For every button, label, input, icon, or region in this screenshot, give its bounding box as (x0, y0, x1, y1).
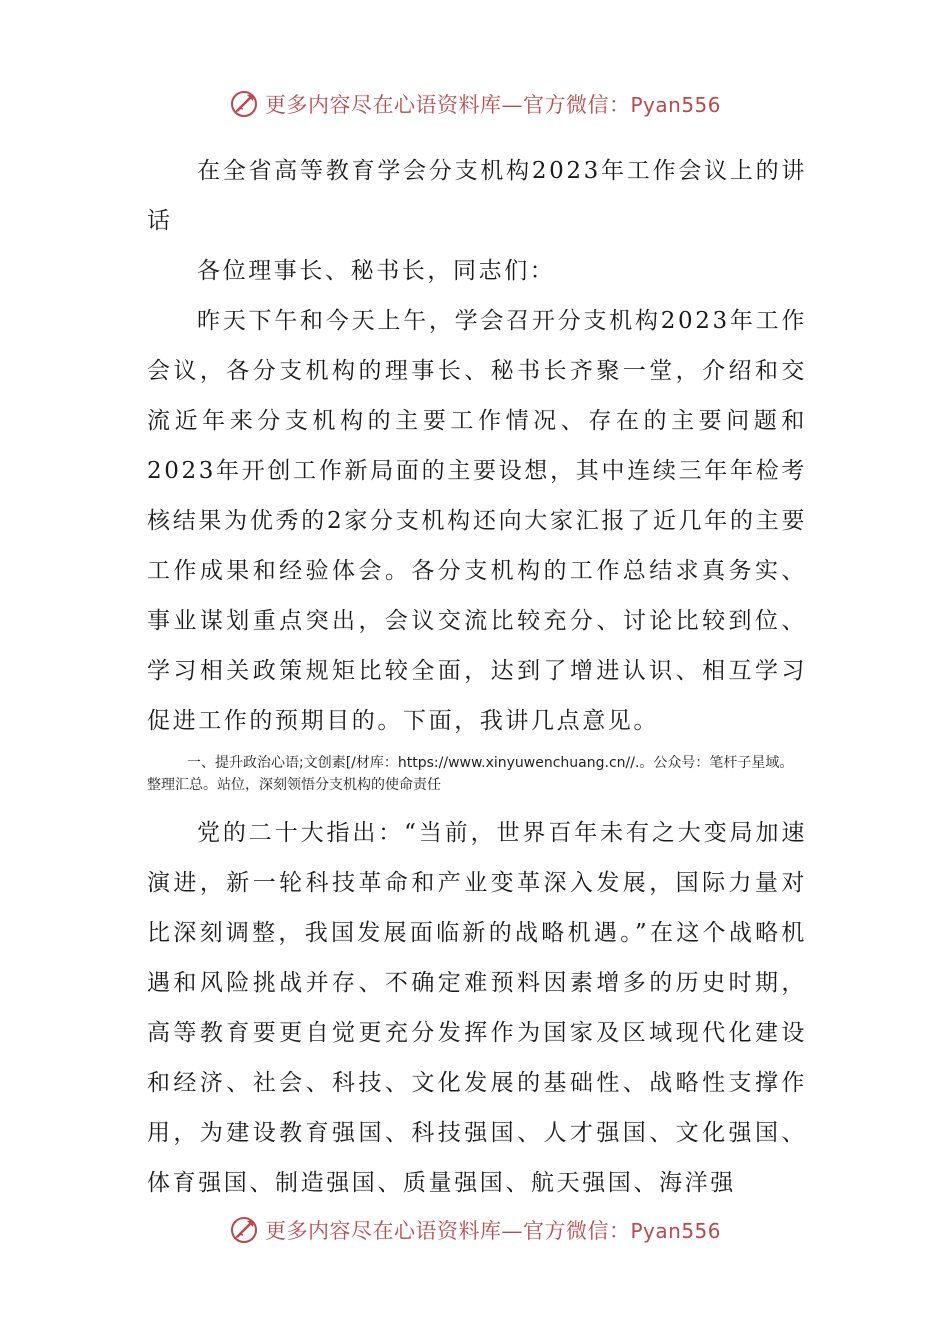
banner-text: 更多内容尽在心语资料库—官方微信：Pyan556 (264, 1219, 721, 1243)
banner-handle: Pyan556 (630, 93, 721, 117)
salutation: 各位理事长、秘书长，同志们： (197, 258, 556, 284)
quill-logo-icon (229, 89, 259, 119)
footer-banner (0, 1210, 950, 1250)
paragraph-1: 昨天下午和今天上午，学会召开分支机构2023年工作会议，各分支机构的理事长、秘书长齐聚一堂，介绍和交流近年来分支机构的主要工作情况、存在的主要问题和2023年开创工作新局面的主要设想，其中连续三年年检考核结果为优秀的2家分支机构还向大家汇报了近几年的主要工作成果和经验体会。各分支机构的工作总结求真务实、事业谋划重点突出，会议交流比较充分、讨论比较到位、学习相关政策规矩比较全面，达到了增进认识、相互学习促进工作的预期目的。下面，我讲几点意见。 (147, 308, 807, 734)
document-body (147, 146, 807, 1208)
section-heading: 一、提升政治心语;文创素[/材库：https://www.xinyuwenchuang.cn//.。公众号：笔杆子星域。整理汇总。站位，深刻领悟分支机构的使命责任 (147, 755, 794, 793)
document-title: 在全省高等教育学会分支机构2023年工作会议上的讲话 (147, 158, 807, 234)
banner-handle: Pyan556 (630, 1219, 721, 1243)
header-banner (0, 84, 950, 124)
paragraph-2: 党的二十大指出：“当前，世界百年未有之大变局加速演进，新一轮科技革命和产业变革深入发展，国际力量对比深刻调整，我国发展面临新的战略机遇。”在这个战略机遇和风险挑战并存、不确定难预料因素增多的历史时期，高等教育要更自觉更充分发挥作为国家及区域现代化建设和经济、社会、科技、文化发展的基础性、战略性支撑作用，为建设教育强国、科技强国、人才强国、文化强国、体育强国、制造强国、质量强国、航天强国、海洋强 (147, 820, 807, 1196)
quill-logo-icon (229, 1215, 259, 1245)
banner-text: 更多内容尽在心语资料库—官方微信：Pyan556 (264, 93, 721, 117)
